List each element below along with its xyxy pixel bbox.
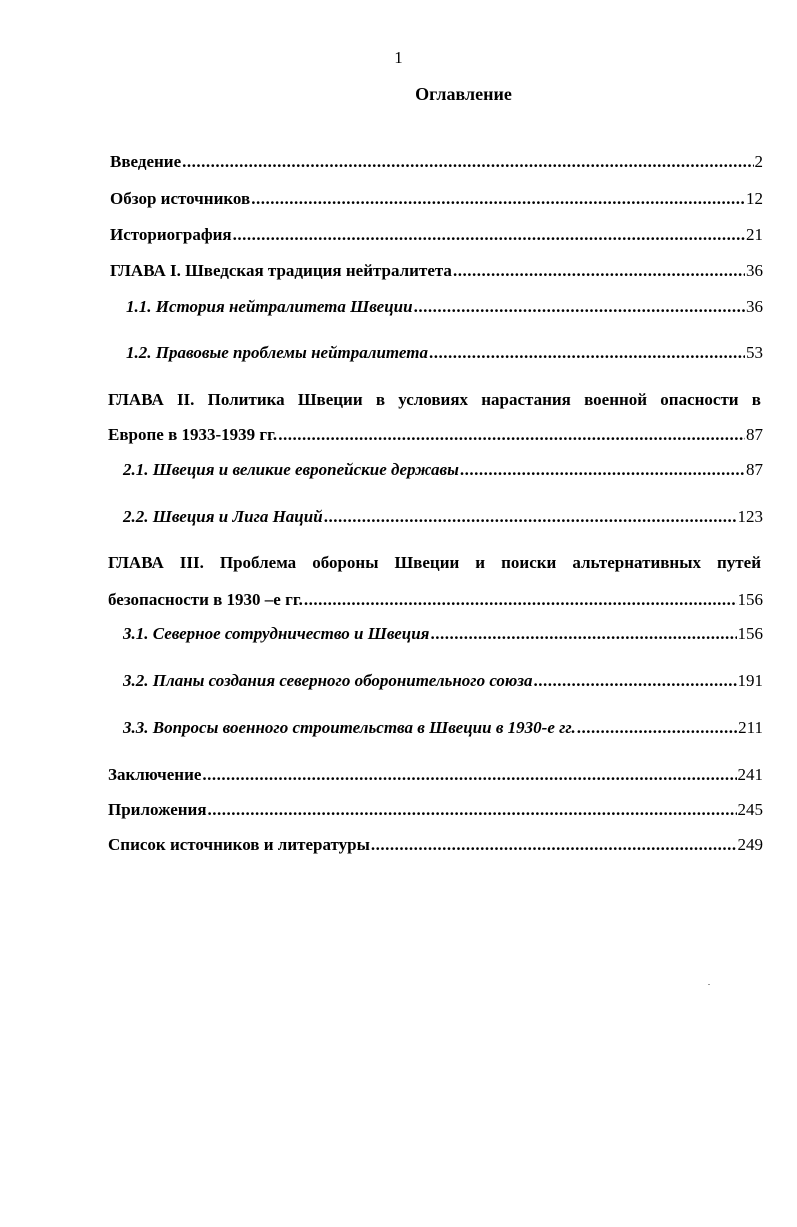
toc-entry-section-1-2 xyxy=(126,343,763,363)
toc-entry-page: 249 xyxy=(737,835,763,854)
toc-entry-page: 21 xyxy=(746,225,763,244)
toc-entry-text: 3.3. Вопросы военного строительства в Швеции в 1930-е гг. xyxy=(123,718,576,737)
toc-entry-chapter-1 xyxy=(110,261,763,281)
toc-entry-conclusion xyxy=(108,765,763,785)
dot-leader xyxy=(324,507,737,527)
toc-entry-text: 2.1. Швеция и великие европейские державы xyxy=(123,460,459,479)
toc-entry-page: 245 xyxy=(737,800,763,819)
toc-entry-text: Приложения xyxy=(108,800,207,819)
toc-entry-chapter-3-line1: ГЛАВА III. Проблема обороны Швеции и поиски альтернативных путей xyxy=(108,553,761,572)
dot-leader xyxy=(453,261,745,281)
dot-leader xyxy=(414,297,745,317)
toc-entry-text: Историография xyxy=(110,225,232,244)
toc-entry-page: 2 xyxy=(754,152,763,171)
toc-entry-page: 87 xyxy=(746,425,763,444)
toc-entry-section-3-3 xyxy=(123,718,763,738)
toc-entry-page: 241 xyxy=(737,765,763,784)
dot-leader xyxy=(371,835,737,855)
toc-entry-page: 211 xyxy=(738,718,763,737)
toc-entry-text: 1.1. История нейтралитета Швеции xyxy=(126,297,413,316)
scan-speck xyxy=(708,984,710,985)
toc-entry-page: 53 xyxy=(746,343,763,362)
dot-leader xyxy=(251,189,745,209)
toc-entry-text: Обзор источников xyxy=(110,189,251,208)
toc-entry-section-1-1 xyxy=(126,297,763,317)
dot-leader xyxy=(208,800,737,820)
toc-entry-page: 36 xyxy=(746,297,763,316)
toc-entry-appendices xyxy=(108,800,763,820)
dot-leader xyxy=(182,152,753,172)
dot-leader xyxy=(278,425,745,445)
toc-entry-text: Введение xyxy=(110,152,182,171)
dot-leader xyxy=(429,343,745,363)
toc-entry-page: 12 xyxy=(746,189,763,208)
toc-entry-chapter-2-line1: ГЛАВА II. Политика Швеции в условиях нарастания военной опасности в xyxy=(108,390,761,409)
toc-entry-text: безопасности в 1930 –е гг. xyxy=(108,590,303,609)
toc-entry-text: 1.2. Правовые проблемы нейтралитета xyxy=(126,343,428,362)
toc-entry-text: 3.1. Северное сотрудничество и Швеция xyxy=(123,624,430,643)
toc-entry-page: 123 xyxy=(737,507,763,526)
dot-leader xyxy=(233,225,745,245)
toc-entry-section-3-2 xyxy=(123,671,763,691)
toc-entry-introduction xyxy=(110,152,763,172)
toc-entry-text: 2.2. Швеция и Лига Наций xyxy=(123,507,323,526)
toc-entry-page: 156 xyxy=(737,624,763,643)
toc-entry-text: Список источников и литературы xyxy=(108,835,370,854)
dot-leader xyxy=(304,590,737,610)
toc-entry-section-2-2 xyxy=(123,507,763,527)
toc-entry-section-3-1 xyxy=(123,624,763,644)
page-title: Оглавление xyxy=(415,84,512,104)
dot-leader xyxy=(202,765,736,785)
toc-entry-text: Заключение xyxy=(108,765,202,784)
page-number: 1 xyxy=(394,48,403,67)
dot-leader xyxy=(577,718,737,738)
toc-entry-chapter-3 xyxy=(108,590,763,610)
dot-leader xyxy=(533,671,736,691)
toc-entry-page: 191 xyxy=(737,671,763,690)
dot-leader xyxy=(430,624,736,644)
toc-entry-historiography xyxy=(110,225,763,245)
toc-entry-bibliography xyxy=(108,835,763,855)
toc-entry-chapter-2 xyxy=(108,425,763,445)
toc-entry-sources-review xyxy=(110,189,763,209)
toc-entry-page: 87 xyxy=(746,460,763,479)
toc-entry-section-2-1 xyxy=(123,460,763,480)
toc-entry-page: 156 xyxy=(737,590,763,609)
toc-entry-text: Европе в 1933-1939 гг. xyxy=(108,425,278,444)
toc-entry-text: ГЛАВА I. Шведская традиция нейтралитета xyxy=(110,261,452,280)
toc-entry-text: 3.2. Планы создания северного оборонительного союза xyxy=(123,671,533,690)
dot-leader xyxy=(460,460,745,480)
toc-entry-page: 36 xyxy=(746,261,763,280)
